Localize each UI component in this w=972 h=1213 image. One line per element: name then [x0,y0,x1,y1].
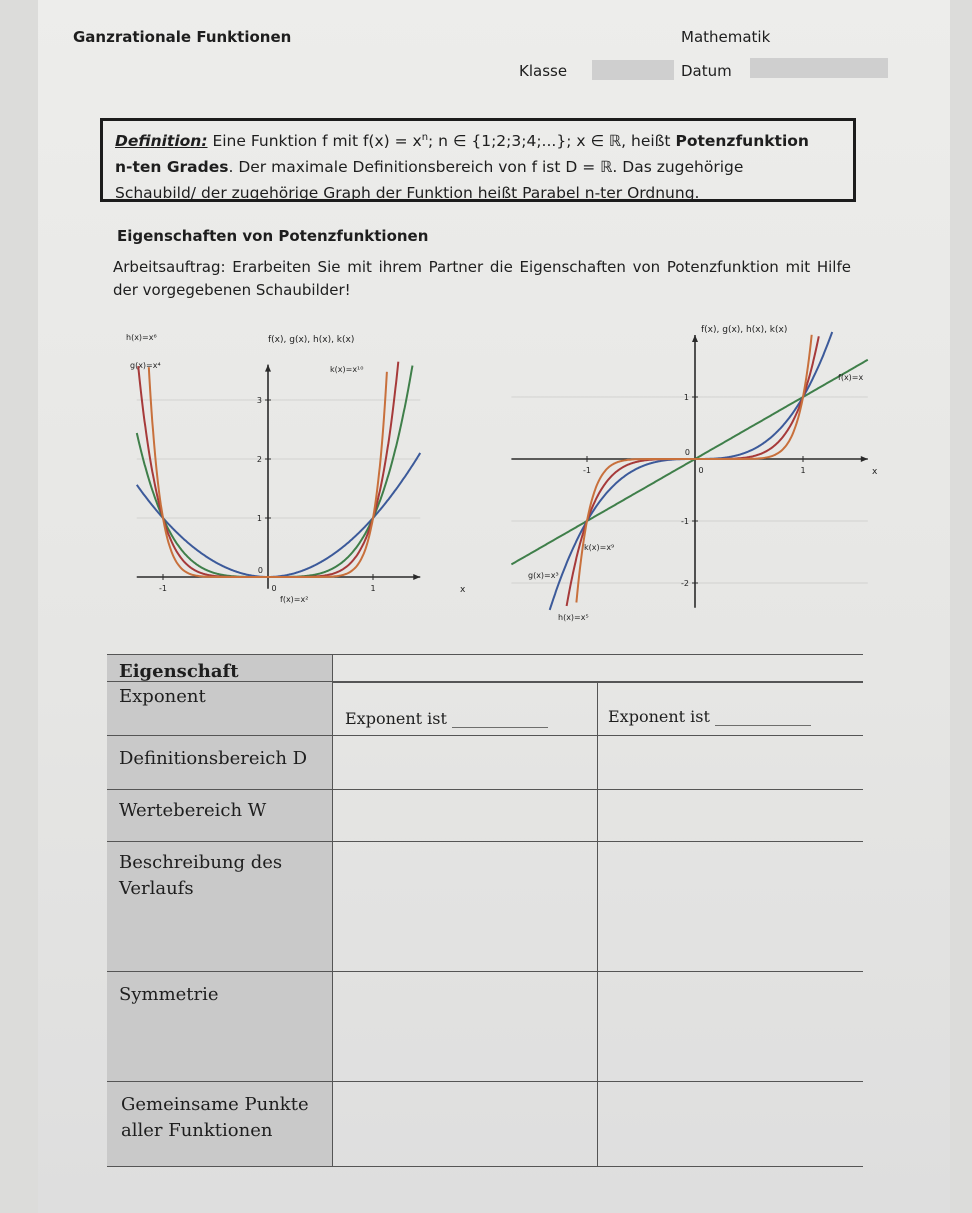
date-field[interactable] [750,58,888,78]
y-tick-label: 1 [683,393,689,402]
series-curve-3 [576,335,811,603]
definition-lead: Definition: [115,132,208,151]
row-label-domain: Definitionsbereich D [107,736,333,789]
subject-label: Mathematik [681,28,771,46]
series-label-2: h(x)=x⁶ [126,333,157,342]
y-axis-label: f(x), g(x), h(x), k(x) [268,335,355,345]
table-header-cell: Eigenschaft [107,655,333,681]
date-label: Datum [681,62,732,80]
series-label-1: g(x)=x⁴ [130,361,161,370]
odd-power-functions-chart [498,318,893,633]
series-curve-0 [137,453,421,577]
x-axis-arrow [861,456,868,462]
y-tick-label: -2 [681,579,689,588]
row-label-common-points: Gemeinsame Punkte aller Funktionen [107,1082,333,1166]
range-even-cell[interactable] [333,790,598,841]
domain-odd-cell[interactable] [598,736,863,789]
series-curve-0 [511,360,867,565]
common-points-even-cell[interactable] [333,1082,598,1166]
y-axis-label: f(x), g(x), h(x), k(x) [701,325,788,335]
exponent-even-text: Exponent ist ____________ [345,709,549,728]
definition-text-2: ; n ∈ {1;2;3;4;...}; x ∈ ℝ, heißt [428,132,676,151]
behavior-odd-cell[interactable] [598,842,863,971]
x-axis-arrow [413,574,420,580]
definition-degree: n-ten Grades [115,158,229,177]
table-header-row [107,654,863,682]
series-label-1: g(x)=x³ [528,571,559,580]
even-power-functions-chart [70,320,480,620]
series-label-3: k(x)=x⁹ [584,543,615,552]
series-curve-1 [550,332,833,610]
definition-text-4: Schaubild/ der zugehörige Graph der Funktion heißt Parabel n-ter Ordnung. [115,184,700,203]
behavior-even-cell[interactable] [333,842,598,971]
definition-text-3: . Der maximale Definitionsbereich von f ist D = ℝ. Das zugehörige [228,158,744,177]
exponent-odd-cell[interactable] [598,682,863,735]
series-label-0: f(x)=x² [280,595,309,604]
origin-label: 0 [684,448,690,457]
x-tick-label: 0 [271,584,277,593]
x-tick-label: 0 [698,466,704,475]
x-tick-label: -1 [583,466,591,475]
task-text: Arbeitsauftrag: Erarbeiten Sie mit ihrem Partner die Eigenschaften von Potenzfunktion mit Hilfe der vorgegebenen Schaubilder! [113,258,851,299]
series-label-3: k(x)=x¹⁰ [330,365,364,374]
class-field[interactable] [592,60,674,80]
y-tick-label: 3 [256,396,262,405]
x-tick-label: 1 [370,584,376,593]
x-tick-label: 1 [800,466,806,475]
table-row-common-points [107,1082,863,1167]
x-axis-label: x [872,467,878,477]
definition-text-1: Eine Funktion f mit f(x) = x [207,132,422,151]
range-odd-cell[interactable] [598,790,863,841]
properties-table [107,654,863,1167]
y-axis-arrow [265,365,271,372]
table-row-exponent [107,682,863,736]
symmetry-odd-cell[interactable] [598,972,863,1081]
worksheet-title: Ganzrationale Funktionen [73,28,292,46]
row-label-symmetry: Symmetrie [107,972,333,1081]
series-label-0: f(x)=x [838,373,864,382]
table-row-domain [107,736,863,790]
exponent-even-cell[interactable] [333,682,598,735]
row-label-range: Wertebereich W [107,790,333,841]
y-tick-label: 1 [256,514,262,523]
table-row-range [107,790,863,842]
row-label-exponent: Exponent [107,682,333,735]
symmetry-even-cell[interactable] [333,972,598,1081]
class-label: Klasse [519,62,568,80]
table-row-symmetry [107,972,863,1082]
definition-box [100,118,856,202]
y-tick-label: 2 [256,455,262,464]
x-tick-label: -1 [159,584,167,593]
definition-term: Potenzfunktion [675,132,809,151]
x-axis-label: x [460,585,466,595]
common-points-odd-cell[interactable] [598,1082,863,1166]
section-title: Eigenschaften von Potenzfunktionen [117,227,429,245]
y-axis-arrow [692,335,698,342]
origin-label: 0 [257,566,263,575]
y-tick-label: -1 [681,517,689,526]
table-row-behavior [107,842,863,972]
exponent-odd-text: Exponent ist ____________ [608,707,812,726]
series-label-2: h(x)=x⁵ [558,613,589,622]
definition-exponent: n [421,132,429,143]
row-label-behavior: Beschreibung des Verlaufs [107,842,333,971]
series-curve-1 [137,366,413,577]
domain-even-cell[interactable] [333,736,598,789]
